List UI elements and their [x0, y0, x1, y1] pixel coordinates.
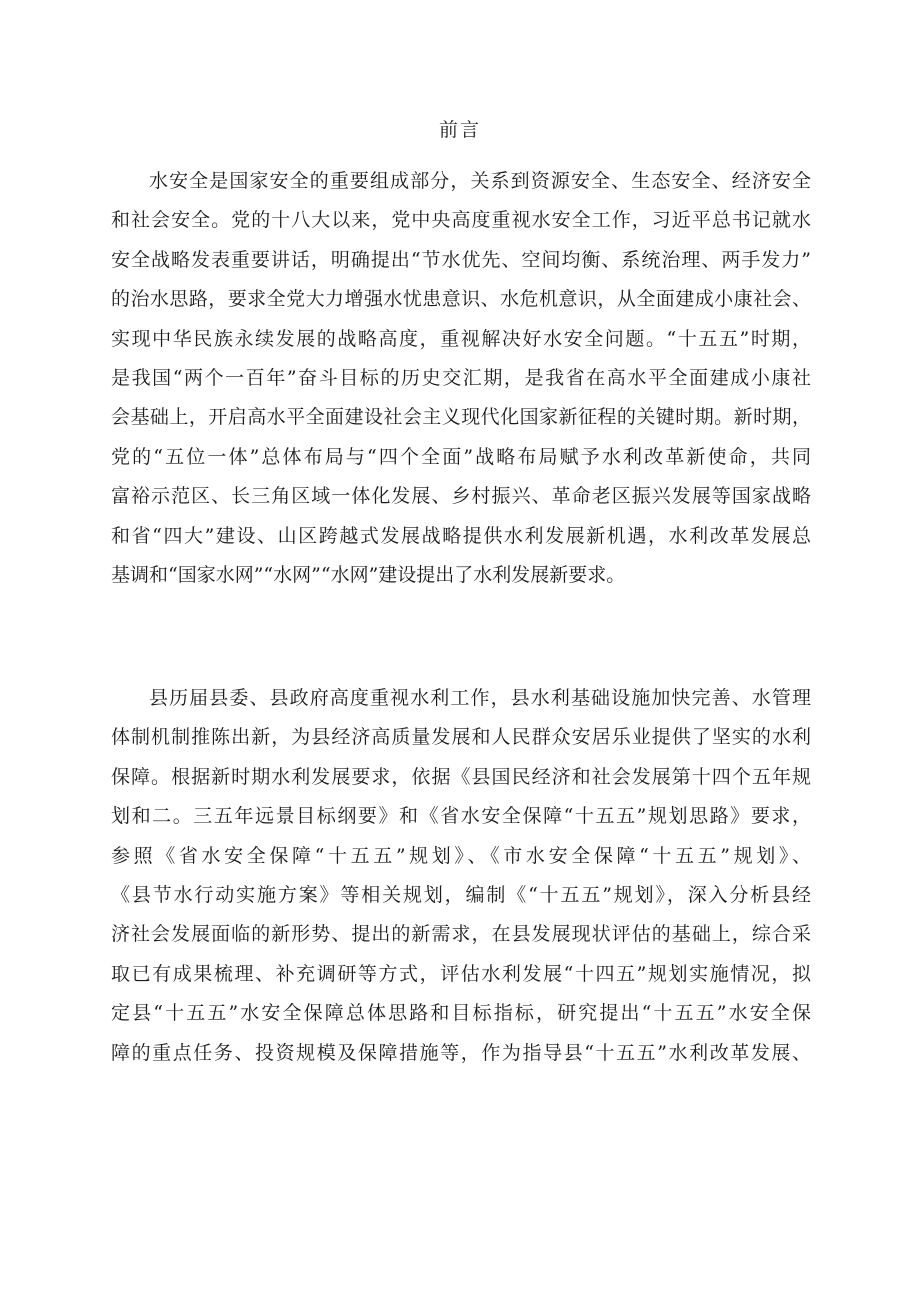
- paragraph-line: 划和二。三五年远景目标纲要》和《省水安全保障“十五五”规划思路》要求，: [111, 805, 811, 828]
- paragraph-line: 基调和“国家水网”“水网”“水网”建设提出了水利发展新要求。: [111, 563, 626, 586]
- paragraph-line: 和省“四大”建设、山区跨越式发展战略提供水利发展新机遇，水利改革发展总: [111, 524, 811, 547]
- paragraph-line: 《县节水行动实施方案》等相关规划，编制《“十五五”规划》，深入分析县经: [111, 883, 811, 906]
- paragraph-line: 和社会安全。党的十八大以来，党中央高度重视水安全工作，习近平总书记就水: [111, 209, 811, 232]
- paragraph-line: 水安全是国家安全的重要组成部分，关系到资源安全、生态安全、经济安全: [149, 170, 811, 192]
- paragraph-line: 党的“五位一体”总体布局与“四个全面”战略布局赋予水利改革新使命，共同: [111, 445, 811, 468]
- paragraph-line: 障的重点任务、投资规模及保障措施等，作为指导县“十五五”水利改革发展、: [111, 1041, 811, 1064]
- paragraph-line: 实现中华民族永续发展的战略高度，重视解决好水安全问题。“十五五”时期，: [111, 327, 811, 350]
- page-title: 前言: [438, 119, 481, 141]
- paragraph-line: 会基础上，开启高水平全面建设社会主义现代化国家新征程的关键时期。新时期，: [111, 406, 811, 429]
- paragraph-2: [111, 679, 811, 1073]
- paragraph-line: 济社会发展面临的新形势、提出的新需求，在县发展现状评估的基础上，综合采: [111, 923, 811, 946]
- paragraph-line: 的治水思路，要求全党大力增强水忧患意识、水危机意识，从全面建成小康社会、: [111, 288, 811, 311]
- paragraph-line: 安全战略发表重要讲话，明确提出“节水优先、空间均衡、系统治理、两手发力”: [111, 248, 811, 271]
- paragraph-line: 定县“十五五”水安全保障总体思路和目标指标，研究提出“十五五”水安全保: [111, 1002, 811, 1025]
- paragraph-line: 参照《省水安全保障“十五五”规划》、《市水安全保障“十五五”规划》、: [111, 844, 811, 867]
- paragraph-line: 是我国“两个一百年”奋斗目标的历史交汇期，是我省在高水平全面建成小康社: [111, 366, 811, 389]
- paragraph-line: 县历届县委、县政府高度重视水利工作，县水利基础设施加快完善、水管理: [149, 687, 811, 709]
- paragraph-1: [111, 162, 811, 595]
- paragraph-line: 保障。根据新时期水利发展要求，依据《县国民经济和社会发展第十四个五年规: [111, 765, 811, 788]
- paragraph-line: 富裕示范区、长三角区域一体化发展、乡村振兴、革命老区振兴发展等国家战略: [111, 485, 811, 508]
- paragraph-line: 取已有成果梳理、补充调研等方式，评估水利发展“十四五”规划实施情况，拟: [111, 962, 811, 985]
- paragraph-line: 体制机制推陈出新，为县经济高质量发展和人民群众安居乐业提供了坚实的水利: [111, 726, 811, 749]
